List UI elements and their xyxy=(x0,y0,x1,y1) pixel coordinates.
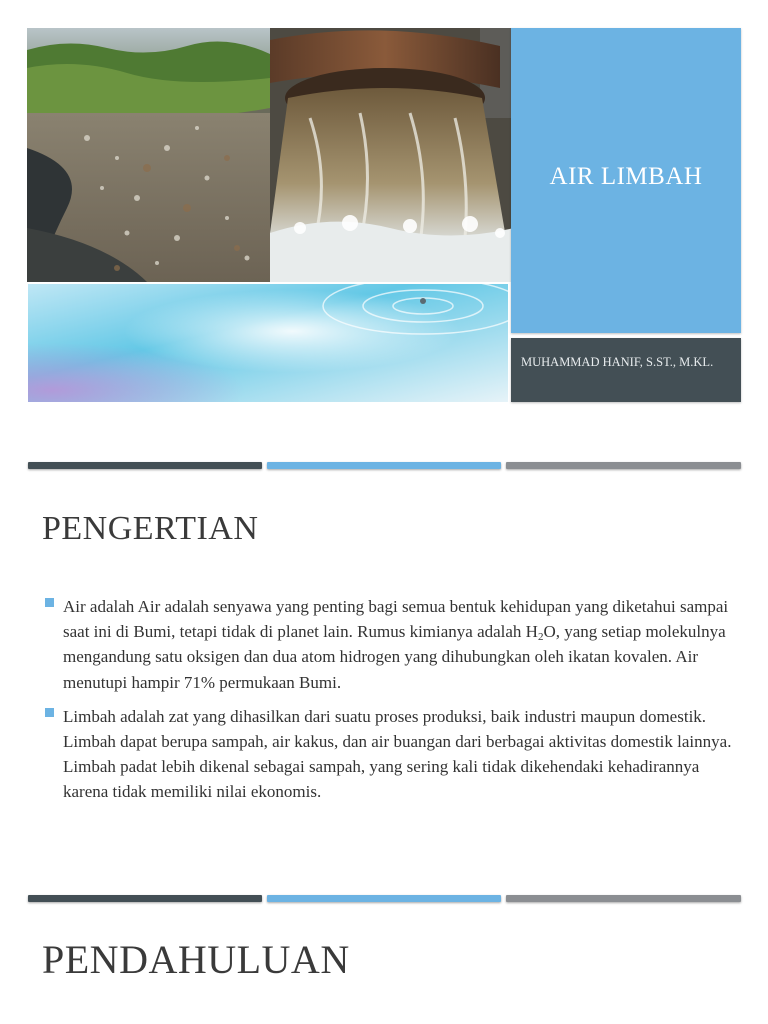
author-box xyxy=(511,338,741,402)
water-drop-image xyxy=(28,284,508,402)
waste-water-pipe-image xyxy=(270,28,514,282)
separator-gray xyxy=(506,462,741,469)
separator-gray xyxy=(506,895,741,902)
author-name: MUHAMMAD HANIF, S.ST., M.KL. xyxy=(521,355,714,369)
polluted-river-image xyxy=(27,28,270,282)
list-item xyxy=(42,594,732,695)
polluted-river-photo xyxy=(27,28,270,282)
section-heading-pendahuluan: PENDAHULUAN xyxy=(42,937,350,982)
separator-dark xyxy=(28,462,262,469)
water-drop-photo xyxy=(28,284,508,402)
section-heading-pengertian: PENGERTIAN xyxy=(42,510,259,547)
separator-blue xyxy=(267,895,501,902)
separator-blue xyxy=(267,462,501,469)
square-bullet-icon xyxy=(45,598,54,607)
slide-title: AIR LIMBAH xyxy=(549,162,703,190)
bullet-text-limbah: Limbah adalah zat yang dihasilkan dari suatu proses produksi, baik industri maupun domestik. Limbah dapat berupa sampah, air kakus, dan air buangan dari berbagai aktivitas domestik lainnya. Limbah padat lebih dikenal sebagai sampah, yang sering kali tidak dikehendaki kehadirannya karena tidak memiliki nilai ekonomis. xyxy=(63,706,732,802)
title-slide xyxy=(0,0,768,410)
separator-dark xyxy=(28,895,262,902)
square-bullet-icon xyxy=(45,708,54,717)
waste-water-pipe-photo xyxy=(270,28,514,282)
bullet-text-air: Air adalah Air adalah senyawa yang penting bagi semua bentuk kehidupan yang diketahui sampai saat ini di Bumi, tetapi tidak di planet lain. Rumus kimianya adalah $H_2O$, yang setiap molekulnya mengandung satu oksigen dan dua atom hidrogen yang dihubungkan oleh ikatan kovalen. Air menutupi hampir 71% permukaan Bumi. xyxy=(63,597,729,692)
definition-bullet-list xyxy=(42,594,732,814)
list-item xyxy=(42,704,732,805)
title-box xyxy=(511,28,741,333)
